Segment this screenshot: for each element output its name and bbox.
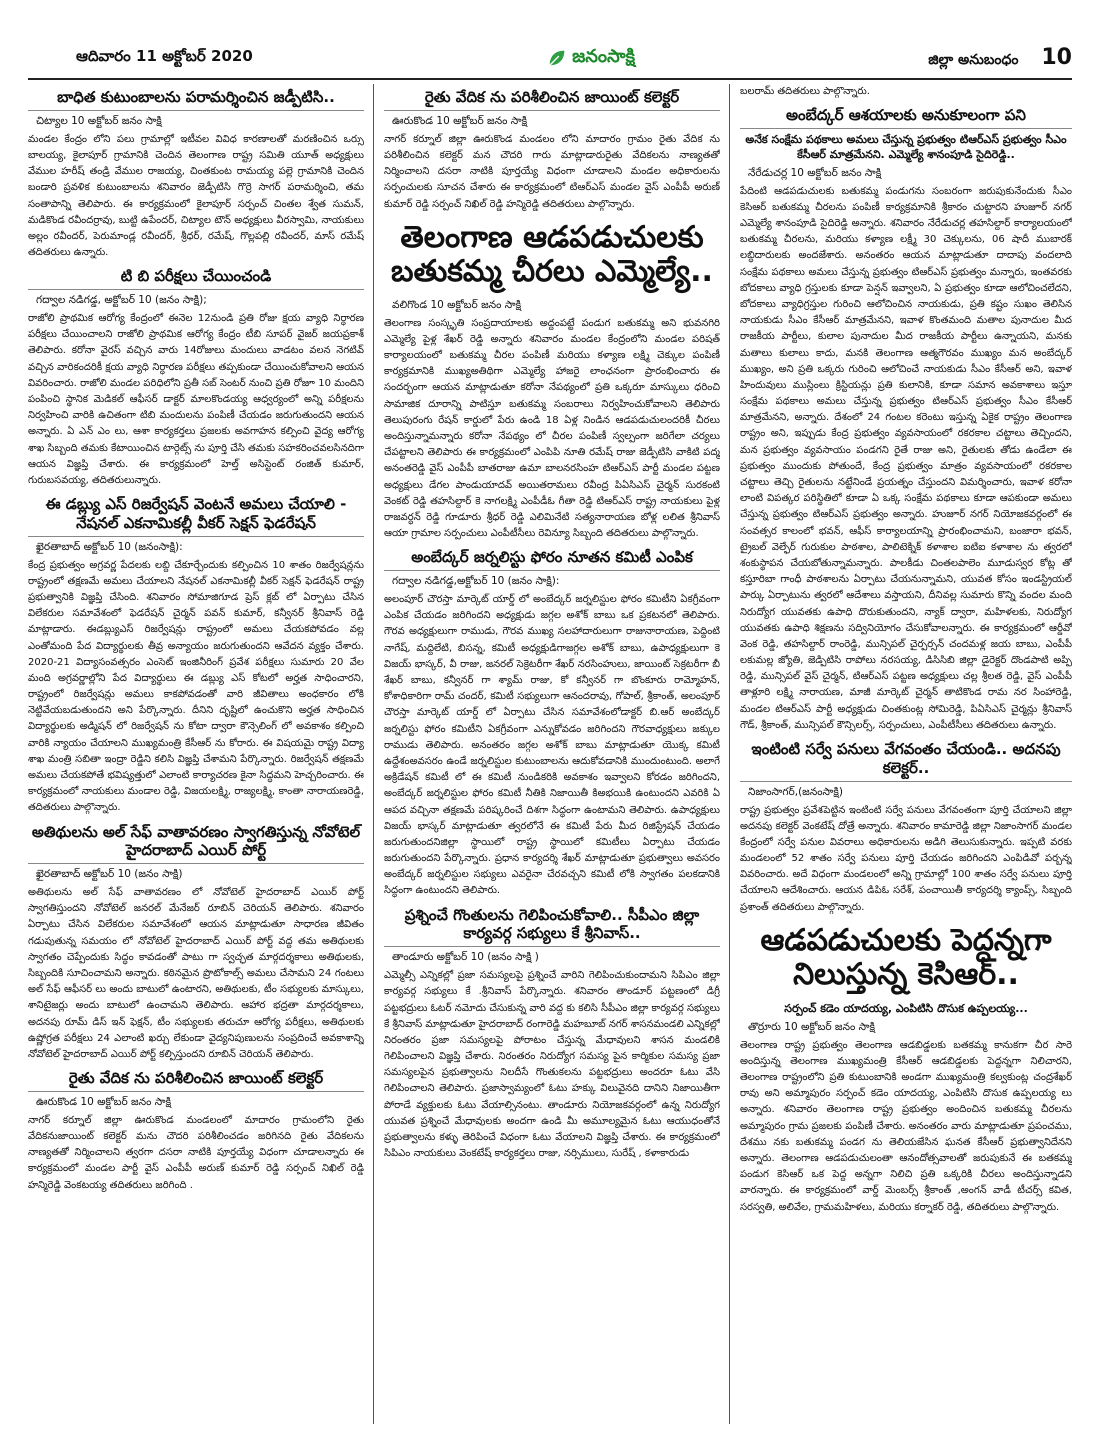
article-headline: తెలంగాణ ఆడపడుచులకు బతుకమ్మ చీరలు ఎమ్మెల్యే.. [391,219,713,290]
article-dateline: తాండూరు అక్టోబర్ 10 (జనం సాక్షి ) [392,951,539,964]
article-body: అతిథులను అల్ సేఫ్ వాతావరణం లో నోవోటెల్ హైదరాబాద్ ఎయిర్ పోర్ట్ స్వాగతిస్తుందని నోవోటెల్ జనరల్ మేనేజర్ రూబిన్ చెరియన్ తెలిపారు. శనివారం ఏర్పాటు చేసిన విలేకరుల సమావేశంలో ఆయన మాట్లాడుతూ సాధారణ జీవితం గడుపుతున్న సమయం లో నోవోటెల్ హైదరాబాద్ ఎయిర్ పోర్ట్ వద్ద తమ అతిథులకు స్వాగతం చెప్పేందుకు సిద్ధం కావడంతో పాటు గా స్వచ్ఛత మార్గదర్శకాలు అతిథులకు, సిబ్బందికి సూచించామని అన్నారు. కఠినమైన ప్రొటోకాల్స్ అమలు చేసామని 24 గంటలు అల్ సేఫ్ ఆఫీసర్ లు అందు బాటులో ఉంటారని, అతిథులకు, టీం సభ్యులకు మాస్కులు, శానిటైజర్లు అందు బాటులో ఉంచామని తెలిపారు. ఆహార భద్రతా మార్గదర్శకాలు, అదనపు రూమ్ డిస్ ఇన్ ఫెక్షన్, టీం సభ్యులకు తరుచూ ఆరోగ్య పరీక్షలు, అతిథులకు ఉష్ణోగ్రత పరీక్షలు 24 ఎలాంటి ఖర్చు లేకుండా వైద్యనిపుణులను సంప్రదించే అవకాశాన్ని నోవోటెల్ హైదరాబాద్ ఎయిర్ పోర్ట్ కల్పిస్తుందని రూబిన్ చెరియన్ తెలిపారు. [28,887,364,1060]
article-body: మండల కేంద్రం లోని పలు గ్రామాల్లో ఇటీవల వివిధ కారణాలతో మరణించిన ఒర్సు బాలయ్య, కైలాపూర్ గ్రామానికి చెందిన తెలంగాణ రాష్ట్ర సమితి యూత్ అధ్యక్షులు వేముల హరీష్ తండ్రి వేముల రాజయ్య, చింతకుంట రామయ్య పల్లె గ్రామానికి చెందిన బండారి ప్రవళిక కుటుంబాలను శనివారం జెడ్పీటిసి గొర్రె సాగర్ పరామర్శించి, తమ సంతాపాన్ని తెలిపారు. ఈ కార్యక్రమంలో కైలాపూర్ సర్పంచ్ చింతల శ్వేత సుమన్, మడికొండ రవీందర్రావు, బుట్టి ఉపేందర్, చిట్యాల టౌన్ అధ్యక్షులు వీరస్వామి, నాయకులు అల్లం రవీందర్, పెరుమాండ్ల రవీందర్, శ్రీధర్, రమేష్, గొల్లపల్లి రవీందర్, మాస్ రమేష్ తదితరులు ఉన్నారు. [28,133,364,259]
article-headline: బాధిత కుటుంబాలను పరామర్శించిన జడ్పీటిసి.. [28,88,364,111]
article [740,924,1072,1216]
article-body: రాజోలి ప్రాథమిక ఆరోగ్య కేంద్రంలో ఈనెల 12నుండి ప్రతి రోజు క్షయ వ్యాధి నిర్ధారణ పరీక్షలు చేయించాలని రాజోలి ప్రాథమిక ఆరోగ్య కేంద్రం టీబి సూపర్ వైజర్ జయప్రకాశ్ తెలిపారు. కరోనా వైరస్ వచ్చిన వారు 14రోజులు మందులు వాడటం వలన నెగటివ్ వచ్చిన వారికందరికీ క్షయ వ్యాధి నిర్ధారణ పరీక్షలు తప్పకుండా చేయించుకోవాలని ఆయన వివరించారు. రాజోలి మండల పరిధిలోని ప్రతీ సబ్ సెంటర్ నుంచి ప్రతి రోజూ 10 మందిని పంపించి స్థానిక మెడికల్ ఆఫీసర్ డాక్టర్ మాలకొండయ్య ఆధ్వర్యంలో అన్ని పరీక్షలను నిర్వహించి వారికి ఉచితంగా టిబి మందులను పంపిణీ చేయడం జరుగుతుందని ఆయన అన్నారు. ఏ ఎన్ ఎం లు, ఆశా కార్యకర్తలు ప్రజలకు అవగాహన కల్పించి వైద్య ఆరోగ్య శాఖ సిబ్బంది తమకు కేటాయించిన టార్గెట్స్ ను పూర్తి చేసి తమకు సహకరించవలసినదిగా ఆయన విజ్ఞప్తి చేశారు. ఈ కార్యక్రమంలో హెల్త్ అసిస్టెంట్ రంజిత్ కుమార్, గురుబసవయ్య, తదితరులున్నారు. [28,313,364,486]
article-subhead: సర్పంచ్ కడెం యాదయ్య, ఎంపిటిసి దొసుక ఉప్పలయ్య... [784,1001,1028,1015]
article-body: కేంద్ర ప్రభుత్వం అగ్రవర్ణ పేదలకు లబ్ది చేకూర్చేందుకు కల్పించిన 10 శాతం రిజర్వేషన్లను రాష్ట్రంలో తక్షణమే అమలు చేయాలని నేషనల్ ఎకనామికల్లీ వీకర్ సెక్షన్ ఫెడరేషన్ రాష్ట్ర ప్రభుత్వానికి విజ్ఞప్తి చేసింది. శనివారం సోమాజిగూడ ప్రెస్ క్లబ్ లో ఏర్పాటు చేసిన విలేకరుల సమావేశంలో ఫెడరేషన్ చైర్మన్ పవన్ కుమార్, కన్వీనర్ శ్రీనివాస్ రెడ్డి మాట్లాడారు. ఈడబ్ల్యుఎస్ రిజర్వేషన్లు రాష్ట్రంలో అమలు చేయకపోవడం వల్ల ఎంతోమంది పేద విద్యార్థులకు తీవ్ర అన్యాయం జరుగుతుందని ఆవేదన వ్యక్తం చేశారు. 2020-21 విద్యాసంవత్సరం ఎంసెట్ ఇంజినీరింగ్ ప్రవేశ పరీక్షలు సుమారు 20 వేల మంది అగ్రవర్ణాల్లోని పేద విద్యార్థులు ఈ డబ్ల్యు ఎస్ కోటలో అర్హత సాధించారని, రాష్ట్రంలో రిజర్వేషన్లు అమలు కాకపోవడంతో వారి జీవితాలు అంధకారం లోకి నెట్టివేయబడుతుందని అని పేర్కొన్నారు. దీనిని దృష్టిలో ఉంచుకొని అర్హత సాధించిన విద్యార్థులకు అడ్మిషన్ లో రిజర్వేషన్ ను కోటా ద్వారా కౌన్సెలింగ్ లో అవకాశం కల్పించి వారికి న్యాయం చేయాలని ముఖ్యమంత్రి కేసీఆర్ ను కోరారు. ఈ విషయమై రాష్ట్ర విద్యా శాఖ మంత్రి సబితా ఇంద్రా రెడ్డిని కలిసి విజ్ఞప్తి చేశామని పేర్కొన్నారు. రిజర్వేషన్ తక్షణమే అమలు చేయకపోతే భవిష్యత్తులో ఎలాంటి కార్యాచరణ కైనా సిద్ధమని హెచ్చరించారు. ఈ కార్యక్రమంలో నాయకులు మండాల రెడ్డి, విజయలక్ష్మి, రాజ్యలక్ష్మి, కాంతా నారాయణరెడ్డి, తదితరులు పాల్గొన్నారు. [28,559,364,814]
article-dateline: నిజాంసాగర్,(జనంసాక్షి) [748,785,843,798]
article [740,84,1072,100]
article-headline: ఇంటింటి సర్వే పనులు వేగవంతం చేయండి.. అదనపు కలెక్టర్.. [740,740,1072,782]
article-dateline: చిట్యాల 10 అక్టోబర్ జనం సాక్షి [36,114,162,127]
article-headline: అంబేద్కర్ ఆశయాలకు అనుకూలంగా పని [740,106,1072,129]
article-body: అలంపూర్ చౌరస్తా మార్కెట్ యార్డ్ లో అంబేద్కర్ జర్నలిస్టుల ఫోరం కమిటీని ఏకగ్రీవంగా ఎంపిక చేయడం జరిగిందని అధ్యక్షుడు జగ్గల అశోక్ బాబు ఒక ప్రకటనలో తెలిపారు. గౌరవ అధ్యక్షులుగా రాముడు, గౌరవ ముఖ్య సలహాదారులుగా రాజునారాయణ, పెద్దింటి నాగేష్, మద్దిలేటి, బిసన్న, కమిటీ అధ్యక్షుడిగాజగ్గల అశోక్ బాబు, ఉపాధ్యక్షులుగా కె విజయ్ భాస్కర్, వీ రాజు, జనరల్ సెక్రెటరీగా శేఖర్ నరసింహులు, జాయింట్ సెక్రటరీగా బీ శేఖర్ బాబు, కన్వీనర్ గా శ్యామ్ రాజు, కో కన్వీనర్ గా బొంకూరు రామ్మోహన్, కోశాధికారిగా రామ్ చందర్, కమిటీ సభ్యులుగా ఆనందరావు, గోపాల్, శ్రీకాంత్, అలంపూర్ చౌరస్తా మార్కెట్ యార్డ్ లో ఏర్పాటు చేసిన సమావేశంలోడాక్టర్ బి.ఆర్ అంబేద్కర్ జర్నలిస్టు ఫోరం కమిటీని ఏకగ్రీవంగా ఎన్నుకోవడం జరిగిందని గౌరవాధ్యక్షులు జక్కుల రాముడు తెలిపారు. అనంతరం జగ్గల అశోక్ బాబు మాట్లాడుతూ యొక్క కమిటీ ఉద్దేశంఅవసరం ఉండే జర్నలిస్టుల కుటుంబాలను ఆదుకోవడానికి ముందుంటుంది. అలాగే అక్రిడేషన్ కమిటీ లో ఈ కమిటీ నుండికరికి అవకాశం ఇవ్వాలని కోరడం జరిగిందని, అంబేద్కర్ జర్నలిస్టుల ఫోరం కమిటీ నీతికి నిజాయితీ కిఅభయికి ఉంటుందని ఎవరికి ఏ ఆపద వచ్చినా తక్షణమే పరిష్కరించే దిశగా సిద్ధంగా ఉంటామని తెలిపారు. ఉపాధ్యక్షులు విజయ్ భాస్కర్ మాట్లాడుతూ త్వరలోనే ఈ కమిటీ పేరు మీద రిజిస్ట్రేషన్ చేయడం జరుగుతుందనిజిల్లా స్థాయిలో రాష్ట్ర స్థాయిలో కమిటీలు ఏర్పాటు చేయడం జరుగుతుందని పేర్కొన్నారు. ప్రధాన కార్యదర్శి శేఖర్ మాట్లాడుతూ ప్రభుత్వాలు అవసరం అంబేద్కర్ జర్నలిస్టుల సభ్యులు ఎవరైనా చేరవచ్చని కమిటీ లోకి స్వాగతం పలకడానికి సిద్ధంగా ఉంటుందని తెలిపారు. [384,594,720,897]
article-headline: ఆడపడుచులకు పెద్దన్నగా నిలుస్తున్న కెసిఆర్.. [760,922,1052,993]
article [384,88,720,213]
article [384,548,720,899]
paper-name: జనంసాక్షి [572,45,635,67]
article [28,495,364,817]
article [28,1069,364,1194]
article [740,106,1072,734]
article-headline: రైతు వేదిక ను పరిశీలించిన జాయింట్ కలెక్టర్ [28,1069,364,1092]
article-dateline: ఖైరతాబాద్ అక్టోబర్ 10 (జనంసాక్షి): [36,540,183,553]
article-subhead: అనేక సంక్షేమ పథకాలు అమలు చేస్తున్న ప్రభుత్వం టిఆర్ఎస్ ప్రభుత్వం సీఎం కేసీఆర్ మాత్రమేనని. ఎమ్మెల్యే శానంపూడి సైదిరెడ్డి.. [745,132,1067,161]
article-dateline: ఊరుకొండ 10 అక్టోబర్ జనం సాక్షి [36,1095,172,1108]
article-body: బలరామ్ తదితరులు పాల్గొన్నారు. [740,86,870,97]
article-dateline: గద్వాల నడిగడ్డ,అక్టోబర్ 10 (జనం సాక్షి): [392,575,560,588]
masthead [28,38,1072,80]
leaf-logo-icon [546,47,568,69]
page-number: 10 [1041,45,1072,70]
article-body: తెలంగాణ సంస్కృతి సంప్రదాయాలకు అద్దంపట్టే పండుగ బతుకమ్మ అని భువనగిరి ఎమ్మెల్యే పైళ్ల శేఖర్ రెడ్డి అన్నారు శనివారం మండల కేంద్రంలోని మండల పరిషత్ కార్యాలయంలో బతుకమ్మ చీరల పంపిణీ మరియు కళ్యాణ లక్ష్మి చెక్కుల పంపిణీ కార్యక్రమానికి ముఖ్యఅతిథిగా ఎమ్మెల్యే హాజరై లాంఛనంగా ప్రారంభించారు ఈ సందర్భంగా ఆయన మాట్లాడుతూ కరోనా నేపథ్యంలో ప్రతి ఒక్కరూ మాస్కులు ధరించి సామాజిక దూరాన్ని పాటిస్తూ బతుకమ్మ సంబరాలు నిర్వహించుకోవాలని తెలిపారు తెలుపురంగు రేషన్ కార్డులో పేరు ఉండి 18 ఏళ్ల నిండిన ఆడపడుచులందరికీ చీరలు అందిస్తున్నామన్నారు కరోనా నేపథ్యం లో చీరల పంపిణీ స్వల్పంగా జరిగేలా చర్యలు చేపట్టాలని తెలిపారు ఈ కార్యక్రమంలో ఎంపిపి నూతి రమేష్ రాజు జెడ్పీటిసి వాకిటి పద్మ అనంతరెడ్డి వైస్ ఎంపీపీ బాతరాజు ఉమా బాలనరసింహ టిఆర్ఎస్ పార్టీ మండల పట్టణ అధ్యక్షులు డేగల పాండుయాదవ్ అయితరామలు రవీంద్ర పిఏసిఎస్ చైర్మన్ సురకంటి వెంకట్ రెడ్డి తహసిల్దార్ కె నాగలక్ష్మి ఎంపీడీఓ గీతా రెడ్డి టిఆర్ఎస్ రాష్ట్ర నాయకులు పైళ్ల రాజవర్ధన్ రెడ్డి గూడూరు శ్రీధర్ రెడ్డి ఎలిమినేటి సత్యనారాయణ బోళ్ల లలిత శ్రీనివాస్ ఆయా గ్రామాల సర్పంచులు ఎంపీటీసీలు రెవిన్యూ సిబ్బంది తదితరులు పాల్గొన్నారు. [384,317,720,540]
article-headline: అతిథులను అల్ సేఫ్ వాతావరణం స్వాగతిస్తున్న నోవోటెల్ హైదరాబాద్ ఎయిర్ పోర్ట్ [28,823,364,865]
column-divider [373,84,374,1424]
article-dateline: తొర్రూరు 10 అక్టోబర్ జనం సాక్షి [748,1020,875,1033]
column-left [28,84,364,1434]
issue-date: ఆదివారం 11 అక్టోబర్ 2020 [76,47,253,65]
column-divider [729,84,730,1424]
article-dateline: ఊరుకొండ 10 అక్టోబర్ జనం సాక్షి [392,114,528,127]
article-headline: టి బి పరీక్షలు చేయించండి [28,267,364,290]
article [28,88,364,261]
article [384,906,720,1163]
article-headline: రైతు వేదిక ను పరిశీలించిన జాయింట్ కలెక్టర్ [384,88,720,111]
article-dateline: నేరేడుచర్ల 10 అక్టోబర్ జనం సాక్షి [748,166,882,179]
section-title: జిల్లా అనుబంధం [928,52,1019,68]
article-body: పేదింటి ఆడపడుచులకు బతుకమ్మ పండుగను సంబరంగా జరుపుకునేందుకు సీఎం కెసిఆర్ బతుకమ్మ చీరలను పంపిణీ కార్యక్రమానికి శ్రీకారం చుట్టారని హుజూర్ నగర్ ఎమ్మెల్యే శానంపూడి సైదిరెడ్డి అన్నారు. శనివారం నేరేడుచర్ల తహసిల్దార్ కార్యాలయంలో బతుకమ్మ చీరలను, మరియు కళ్యాణ లక్ష్మీ 30 చెక్కులను, 06 షాదీ ముబారక్ లబ్ధిదారులకు అందజేశారు. అనంతరం ఆయన మాట్లాడుతూ దాదాపు వందలాది సంక్షేమ పథకాలు అమలు చేస్తున్న ప్రభుత్వం టిఆర్ఎస్ ప్రభుత్వం మన్నారు, ఇంతవరకు బోదకాలు వ్యాధి గ్రస్తులకు కూడా పెన్షన్ ఇవ్వాలని, ఏ ప్రభుత్వం కూడా ఆలోచించలేదని, బోదకాలు వ్యాధిగ్రస్తుల గురించి ఆలోచించిన నాయకుడు, ప్రతి కష్టం సుఖం తెలిసిన నాయకుడు సీఎం కేసీఆర్ మాత్రమేనని, ఇవాళ కొంతమంది మతాల పునాదుల మీద రాజకీయ పార్టీలు, కులాల పునాదుల మీద రాజకీయ పార్టీలు ఉన్నాయని, మనకు మతాలు కులాలు కాదు, మనకి తెలంగాణ ఆత్మగౌరవం ముఖ్యం మన అంబేద్కర్ ముఖ్యం, అని ప్రతి ఒక్కరు గురించి ఆలోచించే నాయకుడు సీఎం కేసీఆర్ అని, ఇవాళ హిందువులు ముస్లింలు క్రిస్టియన్లు ప్రతి కులానికి, కూడా సమాన అవకాశాలు ఇస్తూ సంక్షేమ పథకాలు అమలు చేస్తున్న ప్రభుత్వం టిఆర్ఎస్ ప్రభుత్వం సీఎం కేసీఆర్ మాత్రమేనని, అన్నారు. దేశంలో 24 గంటల కరెంటు ఇస్తున్న ఏకైక రాష్ట్రం తెలంగాణ రాష్ట్రం అని, ఇప్పుడు కేంద్ర ప్రభుత్వం వ్యవసాయంలో రకరకాల చట్టాలు తెచ్చిందని, మన ప్రభుత్వం వ్యవసాయం పండగని రైతే రాజు అని, రైతులకు తోడు ఉండేలా ఈ ప్రభుత్వం ముందుకు పోతుందే, కేంద్ర ప్రభుత్వం మాత్రం వ్యవసాయంలో రకరకాల చట్టాలు తెచ్చి రైతులను నట్టేనిండే ప్రయత్నం చేస్తుందని విమర్శించారు, ఇవాళ కరోనా లాంటి విపత్కర పరిస్థితిలో కూడా ఏ ఒక్క సంక్షేమ పథకాలు కూడా ఆపకుండా అమలు చేస్తున్న ప్రభుత్వం టిఆర్ఎస్ ప్రభుత్వం అన్నారు. హుజూర్ నగర్ నియోజకవర్గంలో ఈ సంవత్సర కాలంలో భవన్, ఆఫీస్ కార్యాలయాన్ని ప్రారంభించామని, బంజారా భవన్, ట్రైబల్ వెల్ఫేర్ గురుకుల పాఠశాల, పాలిటెక్నిక్ కళాశాల ఐటిఐ కళాశాల ను త్వరలో శంకుస్థాపన చేయబోతున్నామన్నారు. పాలకీడు చింతలపాలెం మూడుస్వర కోట్ల తో కస్తూరిబా గాంధీ పాఠశాలను ఏర్పాటు చేయనున్నామని, యువత కోసం ఇండస్ట్రియల్ పార్కు ఏర్పాటును త్వరలో ఆదేశాలు వస్తాయని, దీనివల్ల సుమారు కొన్ని వందల మంది నిరుద్యోగ యువతకు ఉపాధి దొరుకుతుందని, న్యాక్ ద్వారా, మహిళలకు, నిరుద్యోగ యువతకు ఉపాధి శిక్షణను సద్వినియోగం చేసుకోవాలన్నారు. ఈ కార్యక్రమంలో ఆర్డీవో వెంక రెడ్డి, తహసిల్దార్ రాంరెడ్డి, మున్సిపల్ చైర్పర్సన్ చందమళ్ల జయ బాబు, ఎంపీపీ లకుమల్ల జ్యోతి, జెడ్పిటిసి రాపోలు నరసయ్య, డిసిసిబి జిల్లా డైరెక్టర్ దొండపాటి అప్పి రెడ్డి, మున్సిపల్ వైస్ చైర్మన్, టిఆర్ఎస్ పట్టణ అధ్యక్షులు చల్ల శ్రీలత రెడ్డి, వైస్ ఎంపీపీ తాళ్లూరి లక్ష్మి నారాయణ, మాజీ మార్కెట్ చైర్మన్ తాటికొండ రామ నర సింహారెడ్డి, మండల టిఆర్ఎస్ పార్టీ అధ్యక్షుడు చింతకుంట్ల సోమిరెడ్డి, పిఏసిఎస్ చైర్మన్లు శ్రీనివాస్ గౌడ్, శ్రీకాంత్, మున్సిపల్ కౌన్సిలర్స్, సర్పంచులు, ఎంపీటీసీలు తదితరులు ఉన్నారు. [740,185,1072,731]
article-dateline: వలిగొండ 10 అక్టోబర్ జనం సాక్షి [392,298,522,311]
paper-logo [546,46,635,71]
article [28,267,364,489]
article-body: నాగర్ కర్నూల్ జిల్లా ఊరుకొండ మండలం లోని మాదారం గ్రామం రైతు వేదిక ను పరిశీలించిన కలెక్టర్ మన చౌదరి గారు మాట్లాడారురైతు వేదికలను నాణ్యతతో నిర్మించాలని దసరా నాటికి పూర్తయ్యే విధంగా చూడాలని మండల అధికారులను సర్పంచులకు సూచన చేశారు ఈ కార్యక్రమంలో టిఆర్ఎస్ మండల వైస్ ఎంపీపీ అరుణ్ కుమార్ రెడ్డి సర్పంచ్ నిఖిల్ రెడ్డి హన్మిరెడ్డి తదితరులు పాల్గొన్నారు. [384,133,720,210]
article-body: నాగర్ కర్నూల్ జిల్లా ఊరుకొండ మండలంలో మాదారం గ్రామంలోని రైతు వేదికనుజాయింట్ కలెక్టర్ మను చౌదరి పరిశీలించడం జరిగినది రైతు వేదికలను నాణ్యతతో నిర్మించాలని త్వరగా దసరా నాటికి పూర్తయ్యే విధంగా చూడాలన్నారు ఈ కార్యక్రమంలో మండల పార్టీ వైస్ ఎంపీపీ అరుణ్ కుమార్ రెడ్డి సర్పంచ్ నిఖిల్ రెడ్డి హన్మిరెడ్డి వెంకటయ్య తదితరులు జరిగింది . [28,1114,364,1191]
article [740,740,1072,916]
article-body: రాష్ట్ర ప్రభుత్వం ప్రవేశపెట్టిన ఇంటింటి సర్వే పనులు వేగవంతంగా పూర్తి చేయాలని జిల్లా అదనపు కలెక్టర్ వెంకటేష్ దోత్రే అన్నారు. శనివారం కామారెడ్డి జిల్లా నిజాంసాగర్ మండల కేంద్రంలో సర్వే పనుల వివరాలు అధికారులను అడిగి తెలుసుకున్నారు. ఇప్పటి వరకు మండలంలో 52 శాతం సర్వే పనులు పూర్తి చేయడం జరిగిందని ఎంపిడివో పర్బన్న వివరించారు. అదే విధంగా మండలంలో అన్ని గ్రామాల్లో 100 శాతం సర్వే పనులు పూర్తి చేయాలని ఆదేశించారు. ఆయన డిపిఓ సరేశ్, పంచాయితీ కార్యదర్శి క్యాంప్స్, సిబ్బంది ప్రశాంత్ తదితరులు పాల్గొన్నారు. [740,804,1072,913]
article-dateline: ఖైరతాబాద్ అక్టోబర్ 10 (జనం సాక్షి) [36,868,183,881]
article [384,221,720,543]
article [28,823,364,1064]
section-info [928,45,1072,71]
column-right [740,84,1072,1434]
column-middle [384,84,720,1434]
article-headline: ఈ డబ్ల్యు ఎస్ రిజర్వేషన్ వెంటనే అమలు చేయాలి - నేషనల్ ఎకనామికల్లీ వీకర్ సెక్షన్ ఫెడరేషన్ [28,495,364,537]
article-headline: ప్రశ్నించే గొంతులను గెలిపించుకోవాలి.. సీపీఎం జిల్లా కార్యవర్గ సభ్యులు కే శ్రీనివాస్.. [384,906,720,948]
article-headline: అంబేద్కర్ జర్నలిస్టు ఫోరం నూతన కమిటీ ఎంపిక [384,548,720,571]
article-body: ఎమ్మెల్సీ ఎన్నికల్లో ప్రజా సమస్యలపై ప్రశ్నించే వారిని గెలిపించుకుందామని సిపిఎం జిల్లా కార్యవర్గ సభ్యులు కే .శ్రీనివాస్ పేర్కొన్నారు. శనివారం తాండూర్ పట్టణంలో డిగ్రీ పట్టభద్రులు ఓటర్ నమోదు చేసుకున్న వారి వద్ద కు కలిసి సీపీఎం జిల్లా కార్యవర్గ సభ్యులు కే శ్రీనివాస్ మాట్లాడుతూ హైదరాబాద్ రంగారెడ్డి మహబూబ్ నగర్ శాసనమండలి ఎన్నికల్లో నిరంతరం ప్రజా సమస్యలపై పోరాటం చేస్తున్న మేధావులని శాసన మండలికి గెలిపించాలని విజ్ఞప్తి చేశారు. నిరంతరం నిరుద్యోగ సమస్య పైన కార్మికుల సమస్య ప్రజా సమస్యలపైన ప్రభుత్వాలను నిలదీసే గొంతుకలను పట్టభద్రులు అందరూ ఓటు వేసి గెలిపించాలని తెలిపారు. ప్రజాస్వామ్యంలో ఓటు హక్కు విలువైనది దానిని నిజాయితీగా పోరాడే వ్యక్తులకు ఓటు వేయాల్సినంటు. తాండూరు నియోజకవర్గంలో ఉన్న నిరుద్యోగ యువత ప్రశ్నించే మేధావులకు అందగా ఉండి మీ అమూల్యమైన ఓటు ఆయుధంతోనే ప్రభుత్వాలను కళ్ళు తెరిపించే విధంగా ఓటు వేయాలని విజ్ఞప్తి చేశారు. ఈ కార్యక్రమంలో సిపిఎం నాయకులు వెంకటేష్ కార్యకర్తలు రాజు, నర్సిములు, సురేష్ , కళాకారుడు [384,970,720,1160]
article-body: తెలంగాణ రాష్ట్ర ప్రభుత్వం తెలంగాణ ఆడబిడ్డలకు బతకమ్మ కానుకగా చీర సారె అందిస్తున్న తెలంగాణ ముఖ్యమంత్రి కేసీఆర్ ఆడబిడ్డలకు పెద్దన్నగా నిలిచారని, తెలంగాణ రాష్ట్రంలోని ప్రతి కుటుంబానికి అండగా ముఖ్యమంత్రి కల్వకుంట్ల చంద్రశేఖర్ రావు అని అమ్మాపురం సర్పంచ్ కడెం యాదయ్య, ఎంపిటిసి దొసుక ఉప్పలయ్య లు అన్నారు. శనివారం తెలంగాణ రాష్ట్ర ప్రభుత్వం అందించిన బతుకమ్మ చీరలను అమ్మాపురం గ్రామ ప్రజలకు పంపిణీ చేశారు. అనంతరం వారు మాట్లాడుతూ ప్రపంచము, దేశము నకు బతుకమ్మ పండగ ను తెలియజేసిన ఘనత కేసీఆర్ ప్రభుత్వానిదేనని అన్నారు. తెలంగాణ ఆడపడుచులంతా ఆనందోత్సవాలతో జరుపుకునే ఈ బతకమ్మ పండుగ కెసిఆర్ ఒక పెద్ద అన్నగా నిలిచి ప్రతి ఒక్కరికి చీరలు అందిస్తున్నాడని వారన్నారు. ఈ కార్యక్రమంలో వార్డ్ మెంబర్స్ శ్రీకాంత్ ,అంగన్ వాడీ టీచర్స్ కవిత, సరస్వతి, అలివేల, గ్రామమహిళలు, మరియు కర్నాకర్ రెడ్డి, తదితరులు పాల్గొన్నారు. [740,1039,1072,1213]
article-dateline: గద్వాల నడిగడ్డ, అక్టోబర్ 10 (జనం సాక్షి); [36,294,207,306]
